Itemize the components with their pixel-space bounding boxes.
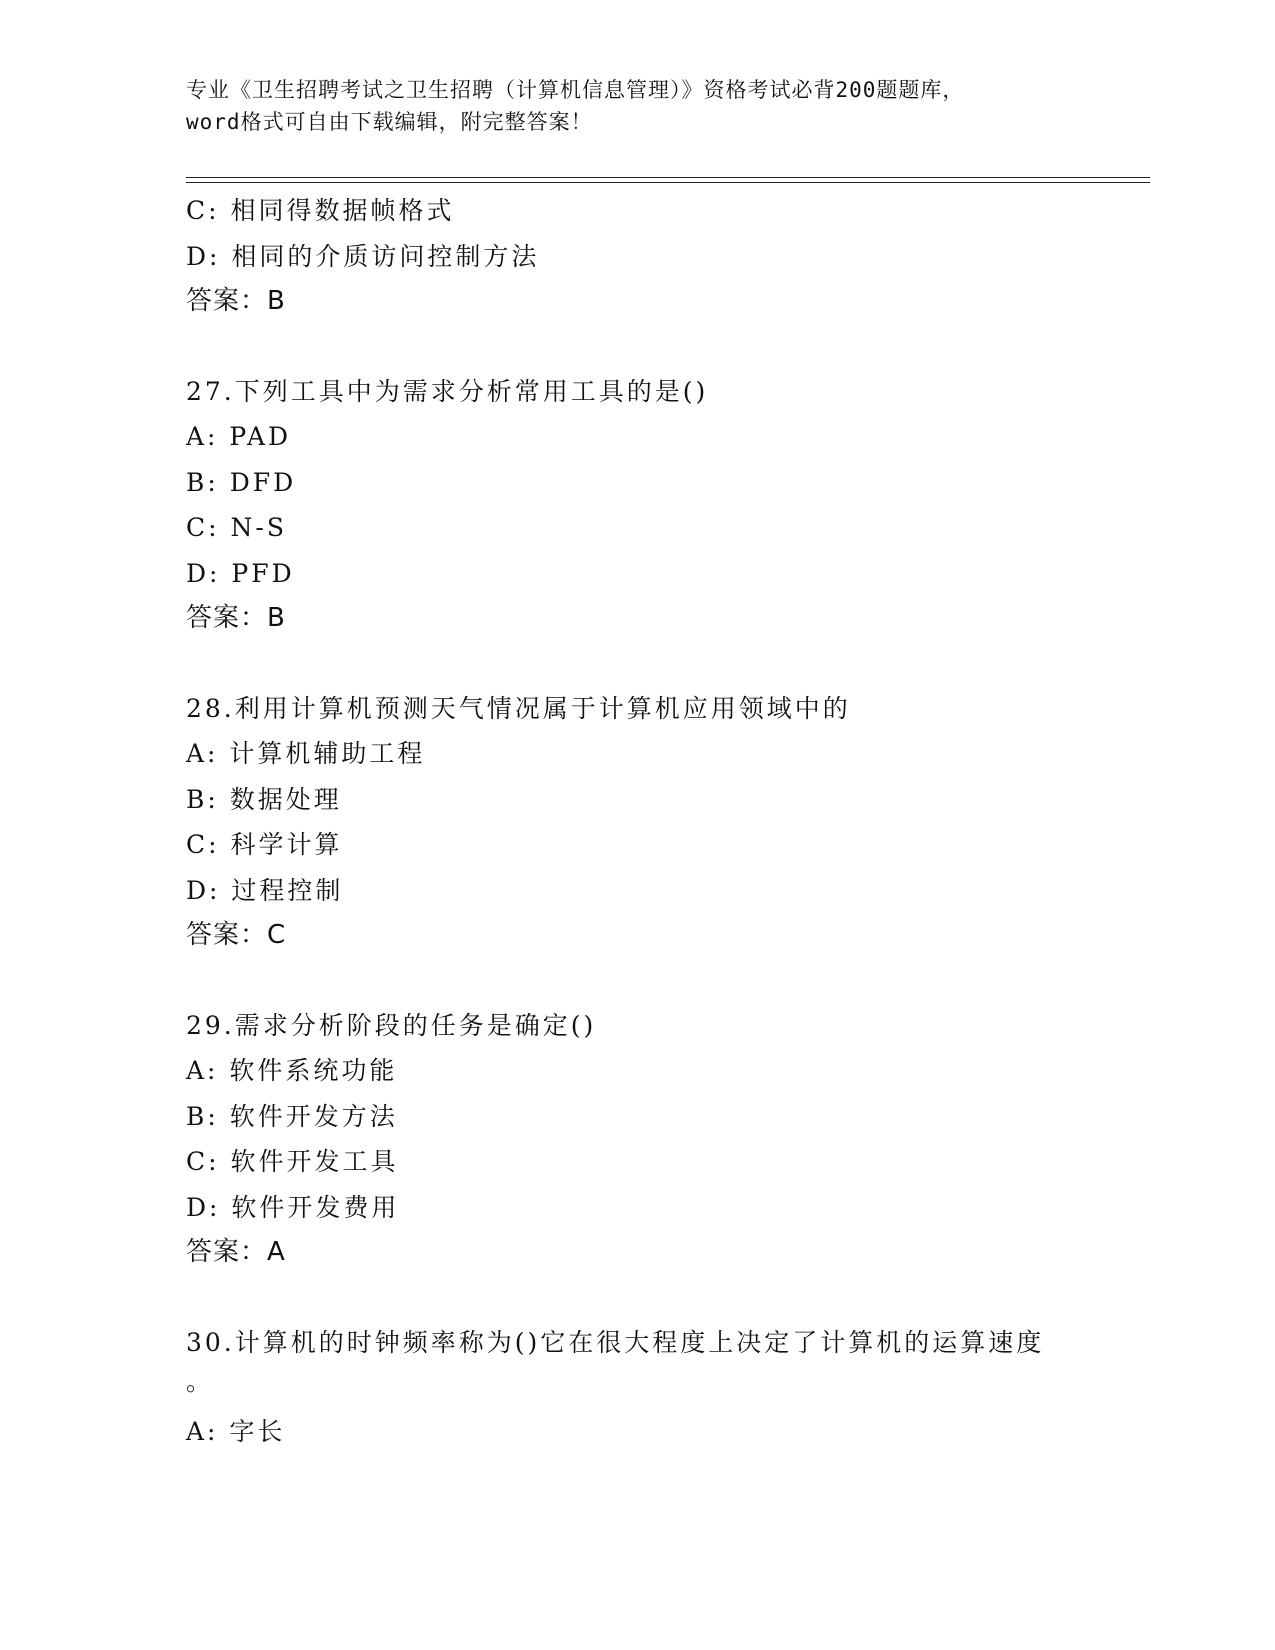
- answer-line: 答案：B: [186, 286, 286, 316]
- spacer: [186, 642, 1150, 686]
- spacer: [186, 959, 1150, 1003]
- option-b: B: 软件开发方法: [186, 1101, 398, 1131]
- header-line-1: 专业《卫生招聘考试之卫生招聘（计算机信息管理）》资格考试必背200题题库，: [186, 78, 965, 102]
- option-d: D: 相同的介质访问控制方法: [186, 241, 540, 271]
- header-rule-bottom: [186, 182, 1150, 183]
- answer-line: 答案：B: [186, 603, 286, 633]
- option-a: A: 软件系统功能: [186, 1056, 398, 1085]
- question-29: [186, 1003, 1150, 1276]
- option-c: C: 相同得数据帧格式: [186, 196, 455, 225]
- question-stem-continuation: 。: [186, 1367, 215, 1396]
- question-30: [186, 1320, 1150, 1455]
- answer-line: 答案：A: [186, 1237, 286, 1267]
- option-b: B: 数据处理: [186, 784, 342, 814]
- header-line-2: word格式可自由下载编辑，附完整答案！: [186, 110, 593, 134]
- question-list: [186, 188, 1150, 1455]
- option-a: A: PAD: [186, 422, 292, 451]
- option-a: A: 字长: [186, 1417, 286, 1446]
- header-rule-top: [186, 177, 1150, 178]
- option-d: D: 软件开发费用: [186, 1192, 400, 1222]
- option-d: D: PFD: [186, 558, 295, 588]
- answer-line: 答案：C: [186, 920, 287, 950]
- option-c: C: 科学计算: [186, 830, 343, 859]
- question-stem: 28.利用计算机预测天气情况属于计算机应用领域中的: [186, 693, 851, 723]
- option-c: C: N-S: [186, 513, 287, 542]
- option-a: A: 计算机辅助工程: [186, 739, 426, 768]
- option-d: D: 过程控制: [186, 875, 344, 905]
- question-26-continued: [186, 188, 1150, 325]
- option-c: C: 软件开发工具: [186, 1147, 399, 1176]
- option-b: B: DFD: [186, 467, 297, 497]
- document-header: [186, 74, 1086, 138]
- spacer: [186, 1276, 1150, 1320]
- question-stem: 30.计算机的时钟频率称为()它在很大程度上决定了计算机的运算速度: [186, 1327, 1045, 1357]
- question-28: [186, 686, 1150, 959]
- question-stem: 29.需求分析阶段的任务是确定(): [186, 1010, 597, 1040]
- question-stem: 27.下列工具中为需求分析常用工具的是(): [186, 376, 709, 406]
- question-27: [186, 369, 1150, 642]
- spacer: [186, 325, 1150, 369]
